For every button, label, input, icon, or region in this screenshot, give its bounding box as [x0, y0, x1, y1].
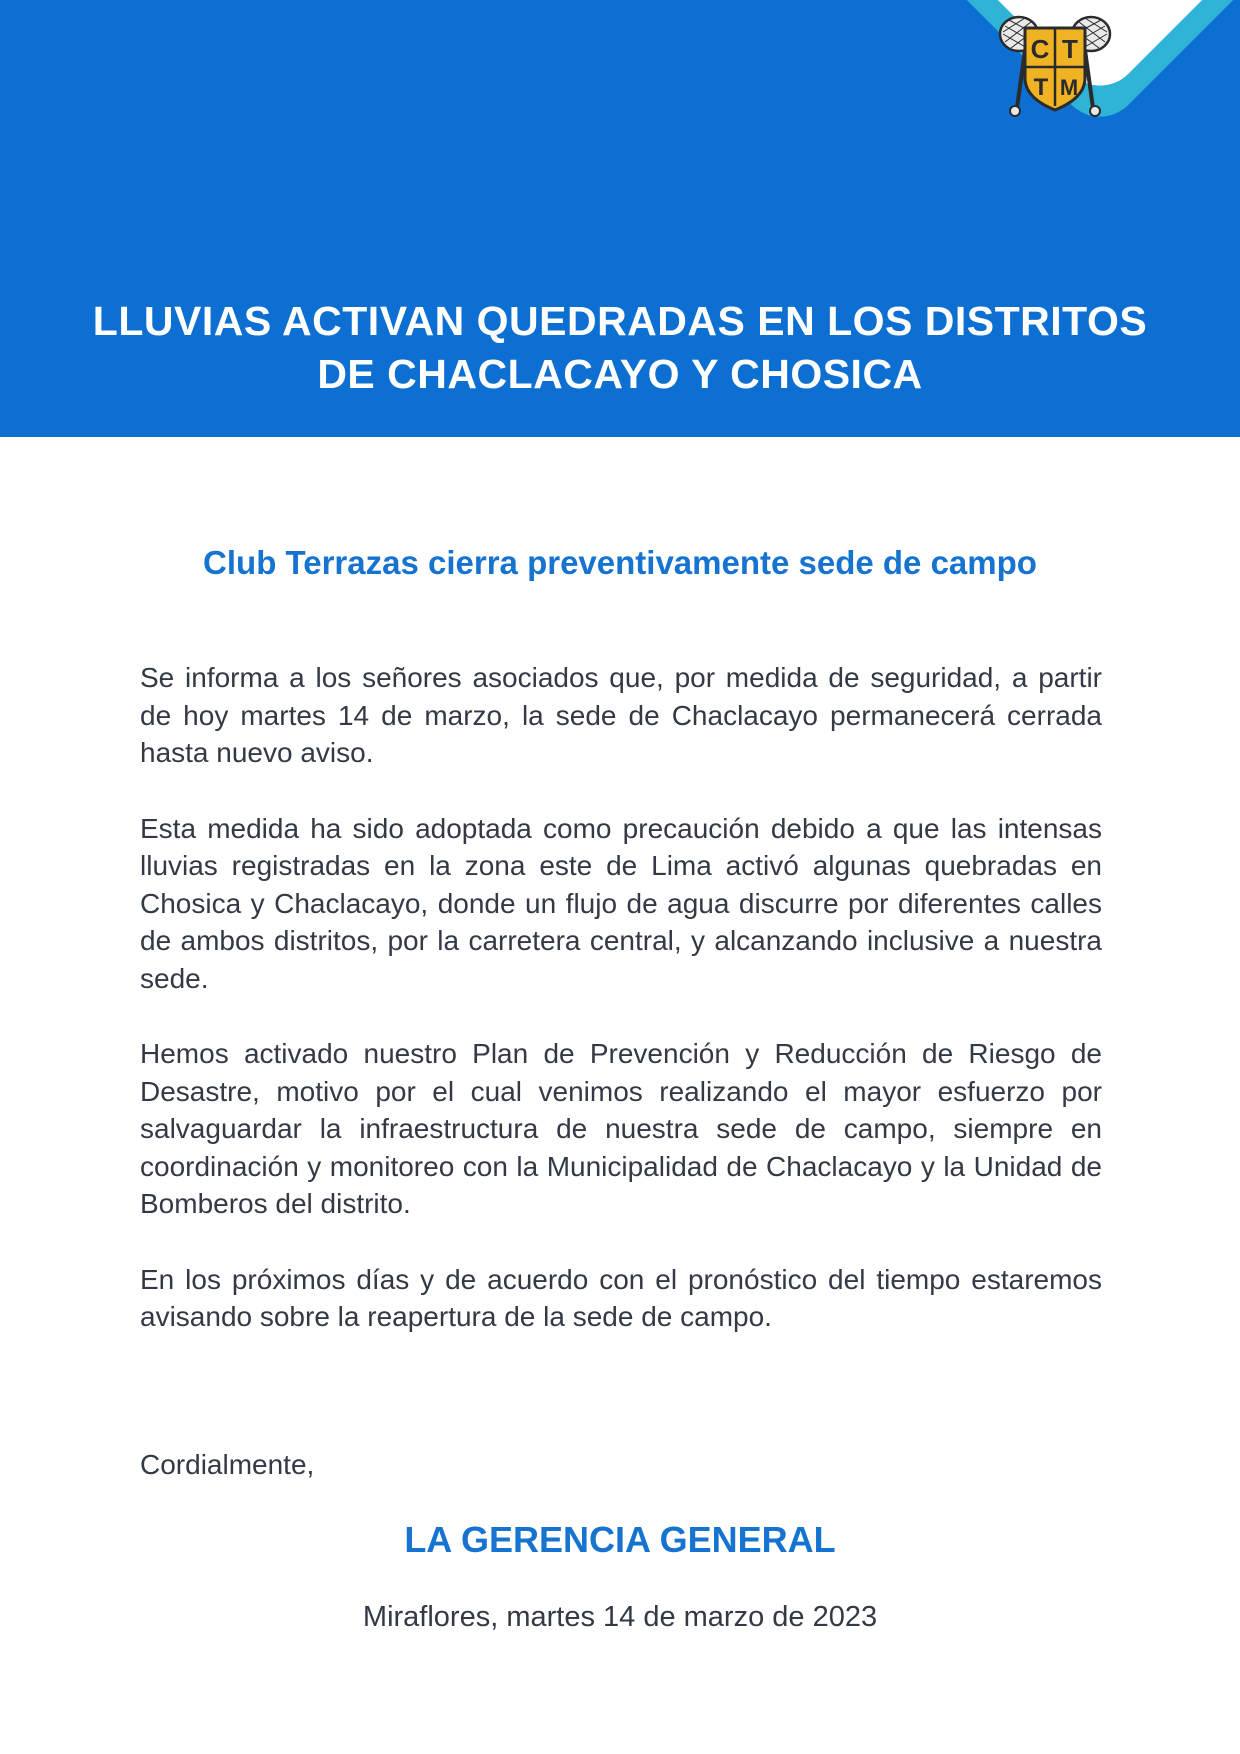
signature: LA GERENCIA GENERAL: [404, 1519, 836, 1560]
crest-letter-t: T: [1033, 74, 1049, 101]
paragraph: Hemos activado nuestro Plan de Prevención y Reducción de Riesgo de Desastre, motivo por el cual venimos realizando el mayor esfuerzo por salvaguardar la infraestructura de nuestra sede de campo, siempre en coordinación y monitoreo con la Municipalidad de Chaclacayo y la Unidad de Bomberos del distrito.: [140, 1038, 1102, 1219]
paragraph: Esta medida ha sido adoptada como precaución debido a que las intensas lluvias registradas en la zona este de Lima activó algunas quebradas en Chosica y Chaclacayo, donde un flujo de agua discurre por diferentes calles de ambos distritos, por la carretera central, y alcanzando inclusive a nuestra sede.: [140, 812, 1102, 994]
body-text: [140, 659, 1102, 1374]
crest-letter-c: C: [1030, 34, 1050, 64]
paragraph: En los próximos días y de acuerdo con el pronóstico del tiempo estaremos avisando sobre la reapertura de la sede de campo.: [140, 1263, 1102, 1332]
crest-letter-m: M: [1059, 75, 1079, 100]
club-crest-icon: [995, 12, 1115, 118]
closing-salutation: Cordialmente,: [140, 1449, 315, 1480]
crest-letter-t: T: [1062, 34, 1078, 64]
header-banner: [0, 0, 1240, 437]
paragraph: Se informa a los señores asociados que, por medida de seguridad, a partir de hoy martes 14 de marzo, la sede de Chaclacayo permanecerá cerrada hasta nuevo aviso.: [140, 662, 1102, 768]
page-subtitle: Club Terrazas cierra preventivamente sede de campo: [203, 544, 1037, 581]
dateline: Miraflores, martes 14 de marzo de 2023: [362, 1601, 878, 1633]
page-title: LLUVIAS ACTIVAN QUEDRADAS EN LOS DISTRITOS DE CHACLACAYO Y CHOSICA: [92, 298, 1148, 397]
